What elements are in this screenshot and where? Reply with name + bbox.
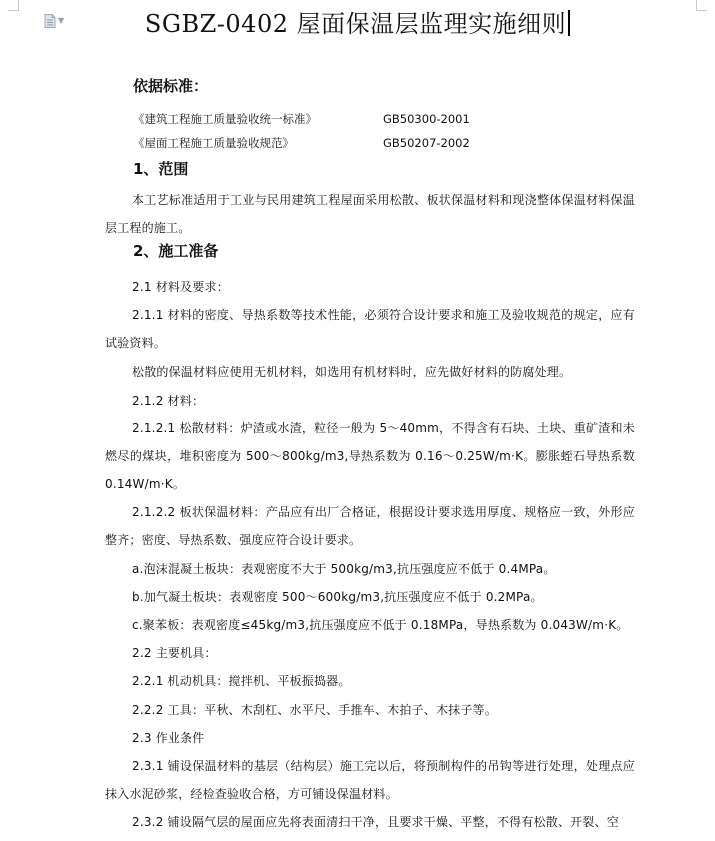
clause-2-2-2: 2.2.2 工具：平秋、木刮杠、水平尺、手推车、木拍子、木抹子等。 <box>132 703 497 717</box>
clause-2-1: 2.1 材料及要求： <box>132 280 229 294</box>
standard-code: GB50300-2001 <box>383 112 470 126</box>
standard-code: GB50207-2002 <box>383 136 470 150</box>
item-a: a.泡沫混凝土板块：表观密度不大于 500kg/m3,抗压强度应不低于 0.4MPa。 <box>132 562 556 576</box>
clause-2-1-2-2: 2.1.2.2 板状保温材料：产品应有出厂合格证，根据设计要求选用厚度、规格应一致，外形应整齐；密度、导热系数、强度应符合设计要求。 <box>105 505 635 547</box>
standard-row <box>133 135 470 151</box>
clause-2-1-1: 2.1.1 材料的密度、导热系数等技术性能，必须符合设计要求和施工及验收规范的规定，应有试验资料。 <box>105 308 635 350</box>
clause-2-2-1: 2.2.1 机动机具：搅拌机、平板振捣器。 <box>132 674 351 688</box>
standard-name: 《建筑工程施工质量验收统一标准》 <box>133 112 317 126</box>
text-cursor <box>568 10 570 36</box>
clause-2-3: 2.3 作业条件 <box>132 731 205 745</box>
chevron-down-icon: ▼ <box>58 16 65 25</box>
item-c: c.聚苯板：表观密度≤45kg/m3,抗压强度应不低于 0.18MPa，导热系数为 0.043W/m·K。 <box>132 618 629 632</box>
clause-2-2: 2.2 主要机具： <box>132 646 217 660</box>
section-heading-preparation: 2、施工准备 <box>133 242 219 260</box>
clause-2-1-2-1: 2.1.2.1 松散材料：炉渣或水渣，粒径一般为 5～40mm，不得含有石块、土块、重矿渣和未燃尽的煤块，堆积密度为 500～800kg/m3,导热系数为 0.16～0.25W/m·K。膨胀蛭石导热系数 0.14W/m·K。 <box>105 421 635 491</box>
clause-2-3-2: 2.3.2 铺设隔气层的屋面应先将表面清扫干净，且要求干燥、平整，不得有松散、开裂、空 <box>132 815 619 829</box>
document-title[interactable] <box>0 8 715 40</box>
clause-2-1-2: 2.1.2 材料： <box>132 394 205 408</box>
clause-2-3-1: 2.3.1 铺设保温材料的基层（结构层）施工完以后，将预制构件的吊钩等进行处理，处理点应抹入水泥砂浆，经检查验收合格，方可铺设保温材料。 <box>105 759 635 801</box>
standard-row <box>133 111 470 127</box>
standard-name: 《屋面工程施工质量验收规范》 <box>133 136 294 150</box>
item-b: b.加气凝土板块：表观密度 500～600kg/m3,抗压强度应不低于 0.2MPa。 <box>132 590 543 604</box>
title-text: SGBZ-0402 屋面保温层监理实施细则 <box>144 10 567 38</box>
basis-heading: 依据标准： <box>133 77 209 95</box>
section-heading-scope: 1、范围 <box>133 160 189 178</box>
loose-material-note: 松散的保温材料应使用无机材料，如选用有机材料时，应先做好材料的防腐处理。 <box>132 365 572 379</box>
scope-paragraph: 本工艺标准适用于工业与民用建筑工程屋面采用松散、板状保温材料和现浇整体保温材料保温层工程的施工。 <box>105 193 635 235</box>
